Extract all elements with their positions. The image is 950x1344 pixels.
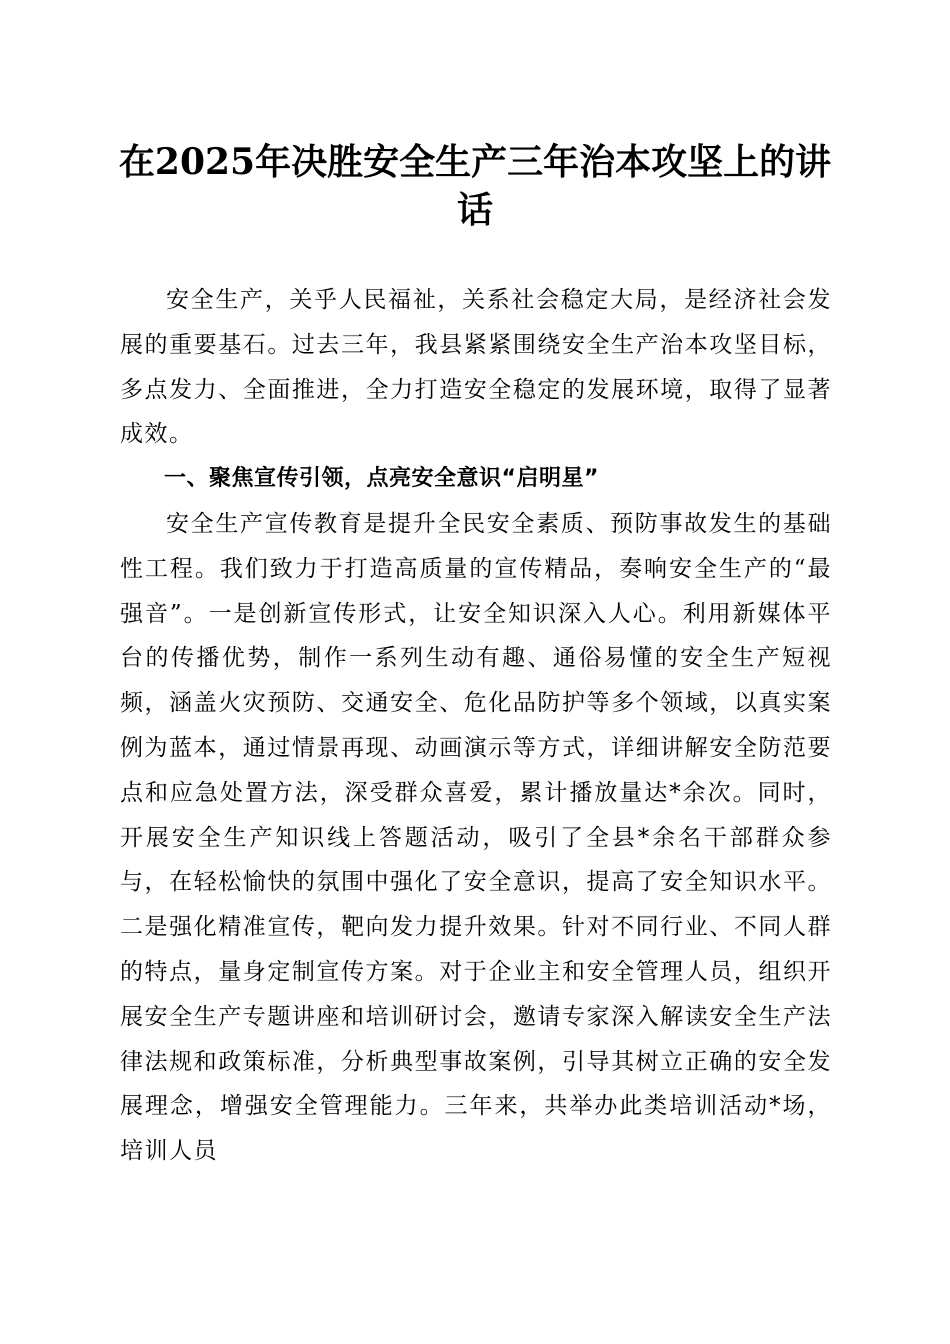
- document-title: [110, 138, 840, 234]
- title-line-2: 话: [456, 189, 493, 231]
- title-line-1: 在2025年决胜安全生产三年治本攻坚上的讲: [118, 141, 832, 183]
- section-1-paragraph: 安全生产宣传教育是提升全民安全素质、预防事故发生的基础性工程。我们致力于打造高质量的宣传精品，奏响安全生产的“最强音”。一是创新宣传形式，让安全知识深入人心。利用新媒体平台的传播优势，制作一系列生动有趣、通俗易懂的安全生产短视频，涵盖火灾预防、交通安全、危化品防护等多个领域，以真实案例为蓝本，通过情景再现、动画演示等方式，详细讲解安全防范要点和应急处置方法，深受群众喜爱，累计播放量达*余次。同时，开展安全生产知识线上答题活动，吸引了全县*余名干部群众参与，在轻松愉快的氛围中强化了安全意识，提高了安全知识水平。二是强化精准宣传，靶向发力提升效果。针对不同行业、不同人群的特点，量身定制宣传方案。对于企业主和安全管理人员，组织开展安全生产专题讲座和培训研讨会，邀请专家深入解读安全生产法律法规和政策标准，分析典型事故案例，引导其树立正确的安全发展理念，增强安全管理能力。三年来，共举办此类培训活动*场，培训人员: [120, 510, 832, 1165]
- intro-paragraph: 安全生产，关乎人民福祉，关系社会稳定大局，是经济社会发展的重要基石。过去三年，我县紧紧围绕安全生产治本攻坚目标，多点发力、全面推进，全力打造安全稳定的发展环境，取得了显著成效。: [120, 287, 832, 448]
- document-body: [120, 278, 832, 1174]
- section-1-heading: 一、聚焦宣传引领，点亮安全意识“启明星”: [164, 466, 599, 492]
